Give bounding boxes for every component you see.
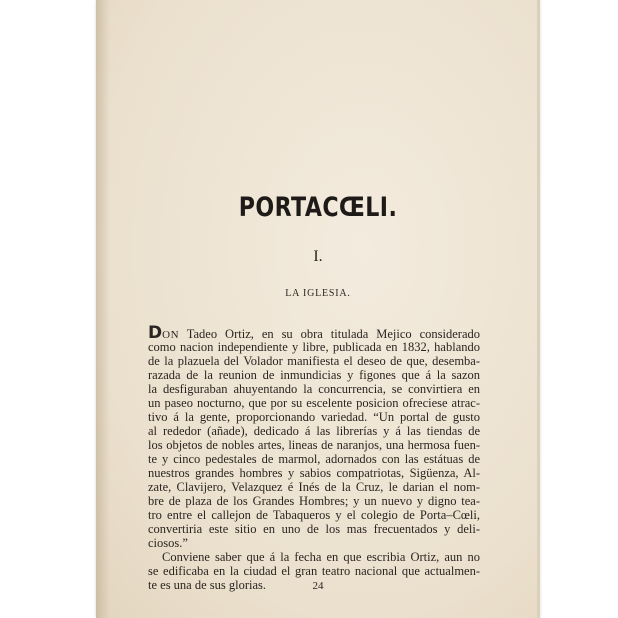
text-line: ciosos.” bbox=[148, 536, 188, 550]
dropcap: D bbox=[148, 323, 163, 343]
text-line: Conviene saber que á la fecha en que escribia Ortiz, aun no bbox=[162, 550, 480, 564]
text-line: un paseo nocturno, que por su escelente posicion ofreciese atrac- bbox=[148, 396, 480, 410]
book-page bbox=[96, 0, 540, 618]
text-line: convertiria este sitio en uno de los mas frecuentados y deli- bbox=[148, 522, 480, 536]
text-line: tivo á la gente, proporcionando variedad. “Un portal de gusto bbox=[148, 410, 480, 424]
page-edge bbox=[537, 0, 540, 618]
text-line: razada de la reunion de inmundicias y figones que á la sazon bbox=[148, 368, 480, 382]
text-line: nuestros grandes hombres y sabios compatriotas, Sigüenza, Al- bbox=[148, 466, 480, 480]
text-line: la desfiguraban ahuyentando la concurrencia, se convirtiera en bbox=[148, 382, 480, 396]
text-line: se edificaba en la ciudad el gran teatro nacional que actualmen- bbox=[148, 564, 480, 578]
chapter-number: I. bbox=[313, 248, 323, 265]
text-line: al rededor (añade), dedicado á las librerías y á las tiendas de bbox=[148, 424, 480, 438]
body-text bbox=[148, 323, 480, 592]
text-line bbox=[148, 323, 480, 343]
page-gutter-shadow bbox=[96, 0, 110, 618]
dropcap-rest: ON bbox=[162, 329, 180, 341]
text-line: te y cinco pedestales de marmol, adornados con las estátuas de bbox=[148, 452, 480, 466]
text-line: bre de plaza de los Grandes Hombres; y un nuevo y digno tea- bbox=[148, 494, 480, 508]
text-line: zate, Clavijero, Velazquez é Inés de la Cruz, le darian el nom- bbox=[148, 480, 480, 494]
text-line: de la plazuela del Volador manifiesta el deseo de que, desemba- bbox=[148, 354, 480, 368]
page-title: PORTACŒLI. bbox=[238, 192, 398, 223]
section-title: LA IGLESIA. bbox=[285, 288, 351, 299]
text-line: como nacion independiente y libre, publicada en 1832, hablando bbox=[148, 340, 480, 354]
text-line: te es una de sus glorias. bbox=[148, 578, 267, 592]
page-number: 24 bbox=[312, 580, 324, 592]
text-line: los objetos de nobles artes, lineas de naranjos, una hermosa fuen- bbox=[148, 438, 480, 452]
line-text: Tadeo Ortiz, en su obra titulada Mejico considerado bbox=[179, 327, 480, 341]
text-line: tro entre el callejon de Tabaqueros y el colegio de Porta–Cœli, bbox=[148, 508, 480, 522]
